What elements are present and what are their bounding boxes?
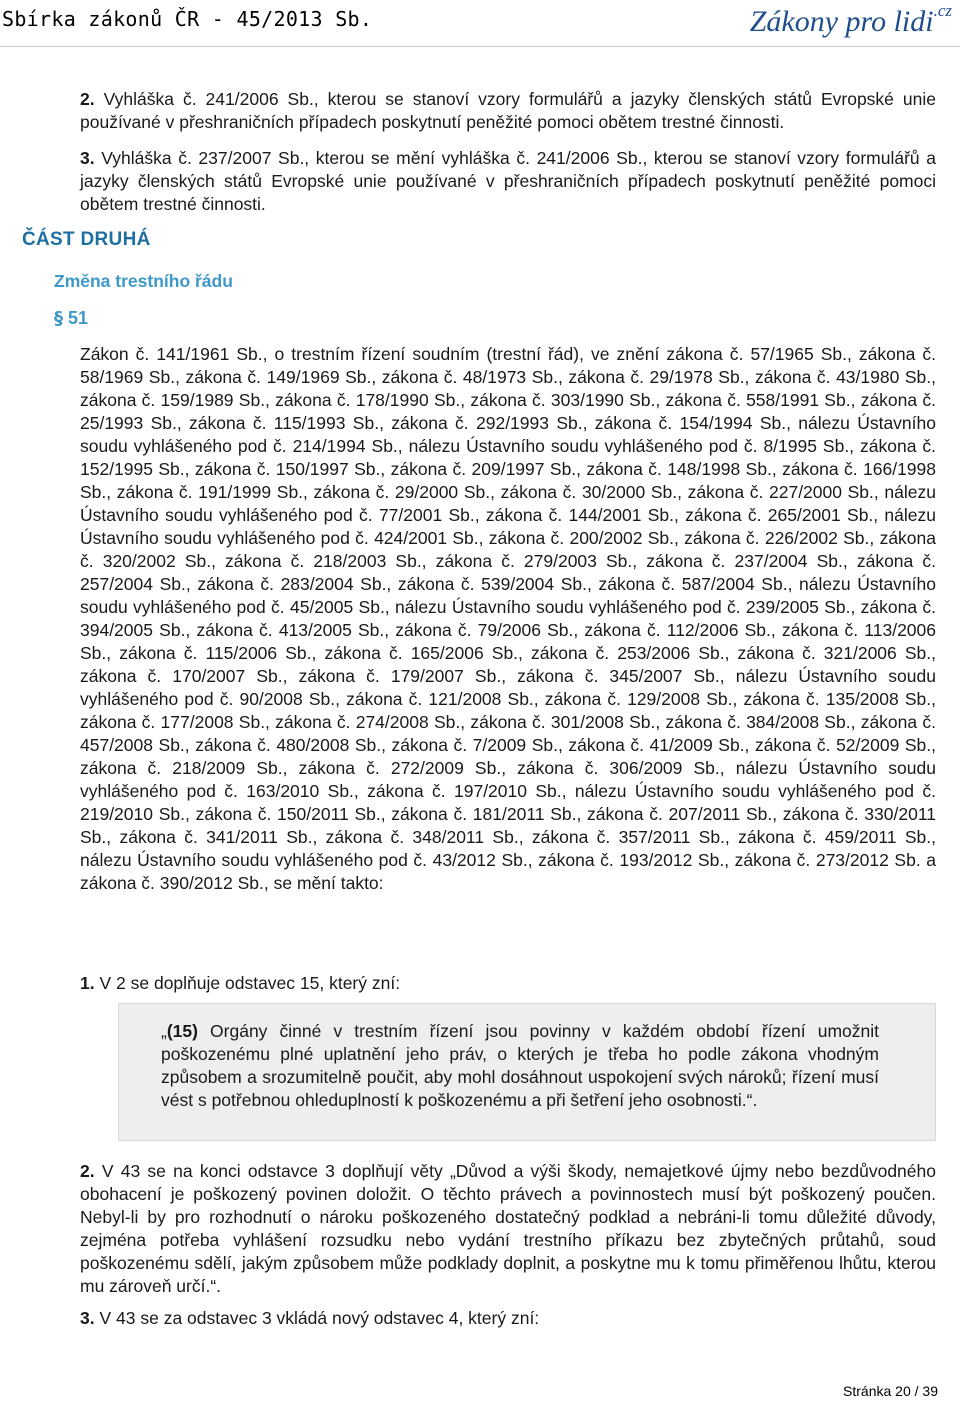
logo-text: Zákony pro lidi bbox=[749, 5, 934, 38]
amendment-number: 2. bbox=[80, 1161, 95, 1181]
part-subheading: Změna trestního řádu bbox=[54, 271, 233, 291]
amendment-text: V 43 se na konci odstavce 3 doplňují věty „Důvod a výši škody, nemajetkové újmy nebo bezdůvodného obohacení je poškozený povinen doložit. O těchto právech a povinnostech musí být poškozený poučen. Nebyl-li by pro rozhodnutí o nároku poškozeného dostatečný podklad a nebráni-li tomu důležité důvody, zejména potřeba vyhlášení rozsudku nebo vydání trestního příkazu bez zbytečných průtahů, soud poškozenému sdělí, jakým způsobem může podklady doplnit, a poskytne mu k tomu přiměřenou lhůtu, kterou mu zároveň určí.“. bbox=[80, 1161, 936, 1296]
list-item bbox=[80, 88, 936, 134]
site-logo[interactable] bbox=[749, 1, 952, 38]
amendment-1 bbox=[80, 972, 936, 995]
quoted-text-box bbox=[118, 1003, 936, 1141]
amendment-number: 3. bbox=[80, 1308, 95, 1328]
item-text: Vyhláška č. 241/2006 Sb., kterou se stanoví vzory formulářů a jazyky členských států Evropské unie používané v přeshraničních případech poskytnutí peněžité pomoci obětem trestné činnosti. bbox=[80, 89, 936, 132]
item-number: 2. bbox=[80, 89, 95, 109]
quote-open-mark: „ bbox=[161, 1021, 167, 1041]
list-item bbox=[80, 147, 936, 216]
part-heading: ČÁST DRUHÁ bbox=[22, 229, 151, 250]
logo-suffix: .cz bbox=[933, 1, 952, 20]
quote-body: Orgány činné v trestním řízení jsou povinny v každém období řízení umožnit poškozenému plné uplatnění jeho práv, o kterých je třeba ho podle zákona vhodným způsobem a srozumitelně poučit, aby mohl dosáhnout uspokojení svých nároků; řízení musí vést s potřebnou ohleduplností k poškozenému a při šetření jeho osobnosti.“. bbox=[161, 1021, 879, 1110]
amendment-number: 1. bbox=[80, 973, 95, 993]
amendment-text: V 2 se doplňuje odstavec 15, který zní: bbox=[99, 973, 401, 993]
quoted-paragraph bbox=[161, 1020, 879, 1112]
header-divider bbox=[0, 46, 960, 47]
item-number: 3. bbox=[80, 148, 95, 168]
amendment-text: V 43 se za odstavec 3 vkládá nový odstavec 4, který zní: bbox=[99, 1308, 540, 1328]
amendment-2 bbox=[80, 1160, 936, 1298]
paragraph-label: (15) bbox=[166, 1021, 198, 1041]
section-mark: § 51 bbox=[54, 308, 89, 329]
item-text: Vyhláška č. 237/2007 Sb., kterou se mění vyhláška č. 241/2006 Sb., kterou se stanoví vzory formulářů a jazyky členských států Evropské unie používané v přeshraničních případech poskytnutí peněžité pomoci obětem trestné činnosti. bbox=[80, 148, 936, 214]
document-title: Sbírka zákonů ČR - 45/2013 Sb. bbox=[2, 7, 373, 31]
section-number: 51 bbox=[68, 308, 89, 328]
amendment-3 bbox=[80, 1307, 936, 1330]
page-header bbox=[0, 0, 960, 48]
law-intro-paragraph: Zákon č. 141/1961 Sb., o trestním řízení soudním (trestní řád), ve znění zákona č. 57/1965 Sb., zákona č. 58/1969 Sb., zákona č. 149/1969 Sb., zákona č. 48/1973 Sb., zákona č. 29/1978 Sb., zákona č. 43/1980 Sb., zákona č. 159/1989 Sb., zákona č. 178/1990 Sb., zákona č. 303/1990 Sb., zákona č. 558/1991 Sb., zákona č. 25/1993 Sb., zákona č. 115/1993 Sb., zákona č. 292/1993 Sb., zákona č. 154/1994 Sb., nálezu Ústavního soudu vyhlášeného pod č. 214/1994 Sb., nálezu Ústavního soudu vyhlášeného pod č. 8/1995 Sb., zákona č. 152/1995 Sb., zákona č. 150/1997 Sb., zákona č. 209/1997 Sb., zákona č. 148/1998 Sb., zákona č. 166/1998 Sb., zákona č. 191/1999 Sb., zákona č. 29/2000 Sb., zákona č. 30/2000 Sb., zákona č. 227/2000 Sb., nálezu Ústavního soudu vyhlášeného pod č. 77/2001 Sb., zákona č. 144/2001 Sb., zákona č. 265/2001 Sb., nálezu Ústavního soudu vyhlášeného pod č. 424/2001 Sb., zákona č. 200/2002 Sb., zákona č. 226/2002 Sb., zákona č. 320/2002 Sb., zákona č. 218/2003 Sb., zákona č. 279/2003 Sb., zákona č. 237/2004 Sb., zákona č. 257/2004 Sb., zákona č. 283/2004 Sb., zákona č. 539/2004 Sb., zákona č. 587/2004 Sb., nálezu Ústavního soudu vyhlášeného pod č. 45/2005 Sb., nálezu Ústavního soudu vyhlášeného pod č. 239/2005 Sb., zákona č. 394/2005 Sb., zákona č. 413/2005 Sb., zákona č. 79/2006 Sb., zákona č. 112/2006 Sb., zákona č. 113/2006 Sb., zákona č. 115/2006 Sb., zákona č. 165/2006 Sb., zákona č. 253/2006 Sb., zákona č. 321/2006 Sb., zákona č. 170/2007 Sb., zákona č. 179/2007 Sb., zákona č. 345/2007 Sb., nálezu Ústavního soudu vyhlášeného pod č. 90/2008 Sb., zákona č. 121/2008 Sb., zákona č. 129/2008 Sb., zákona č. 135/2008 Sb., zákona č. 177/2008 Sb., zákona č. 274/2008 Sb., zákona č. 301/2008 Sb., zákona č. 384/2008 Sb., zákona č. 457/2008 Sb., zákona č. 480/2008 Sb., zákona č. 7/2009 Sb., zákona č. 41/2009 Sb., zákona č. 52/2009 Sb., zákona č. 218/2009 Sb., zákona č. 272/2009 Sb., zákona č. 306/2009 Sb., nálezu Ústavního soudu vyhlášeného pod č. 163/2010 Sb., zákona č. 197/2010 Sb., nálezu Ústavního soudu vyhlášeného pod č. 219/2010 Sb., zákona č. 150/2011 Sb., zákona č. 181/2011 Sb., zákona č. 207/2011 Sb., zákona č. 330/2011 Sb., zákona č. 341/2011 Sb., zákona č. 348/2011 Sb., zákona č. 357/2011 Sb., zákona č. 459/2011 Sb., nálezu Ústavního soudu vyhlášeného pod č. 43/2012 Sb., zákona č. 193/2012 Sb., zákona č. 273/2012 Sb. a zákona č. 390/2012 Sb., se mění takto: bbox=[80, 344, 936, 893]
page-number: Stránka 20 / 39 bbox=[843, 1383, 938, 1399]
